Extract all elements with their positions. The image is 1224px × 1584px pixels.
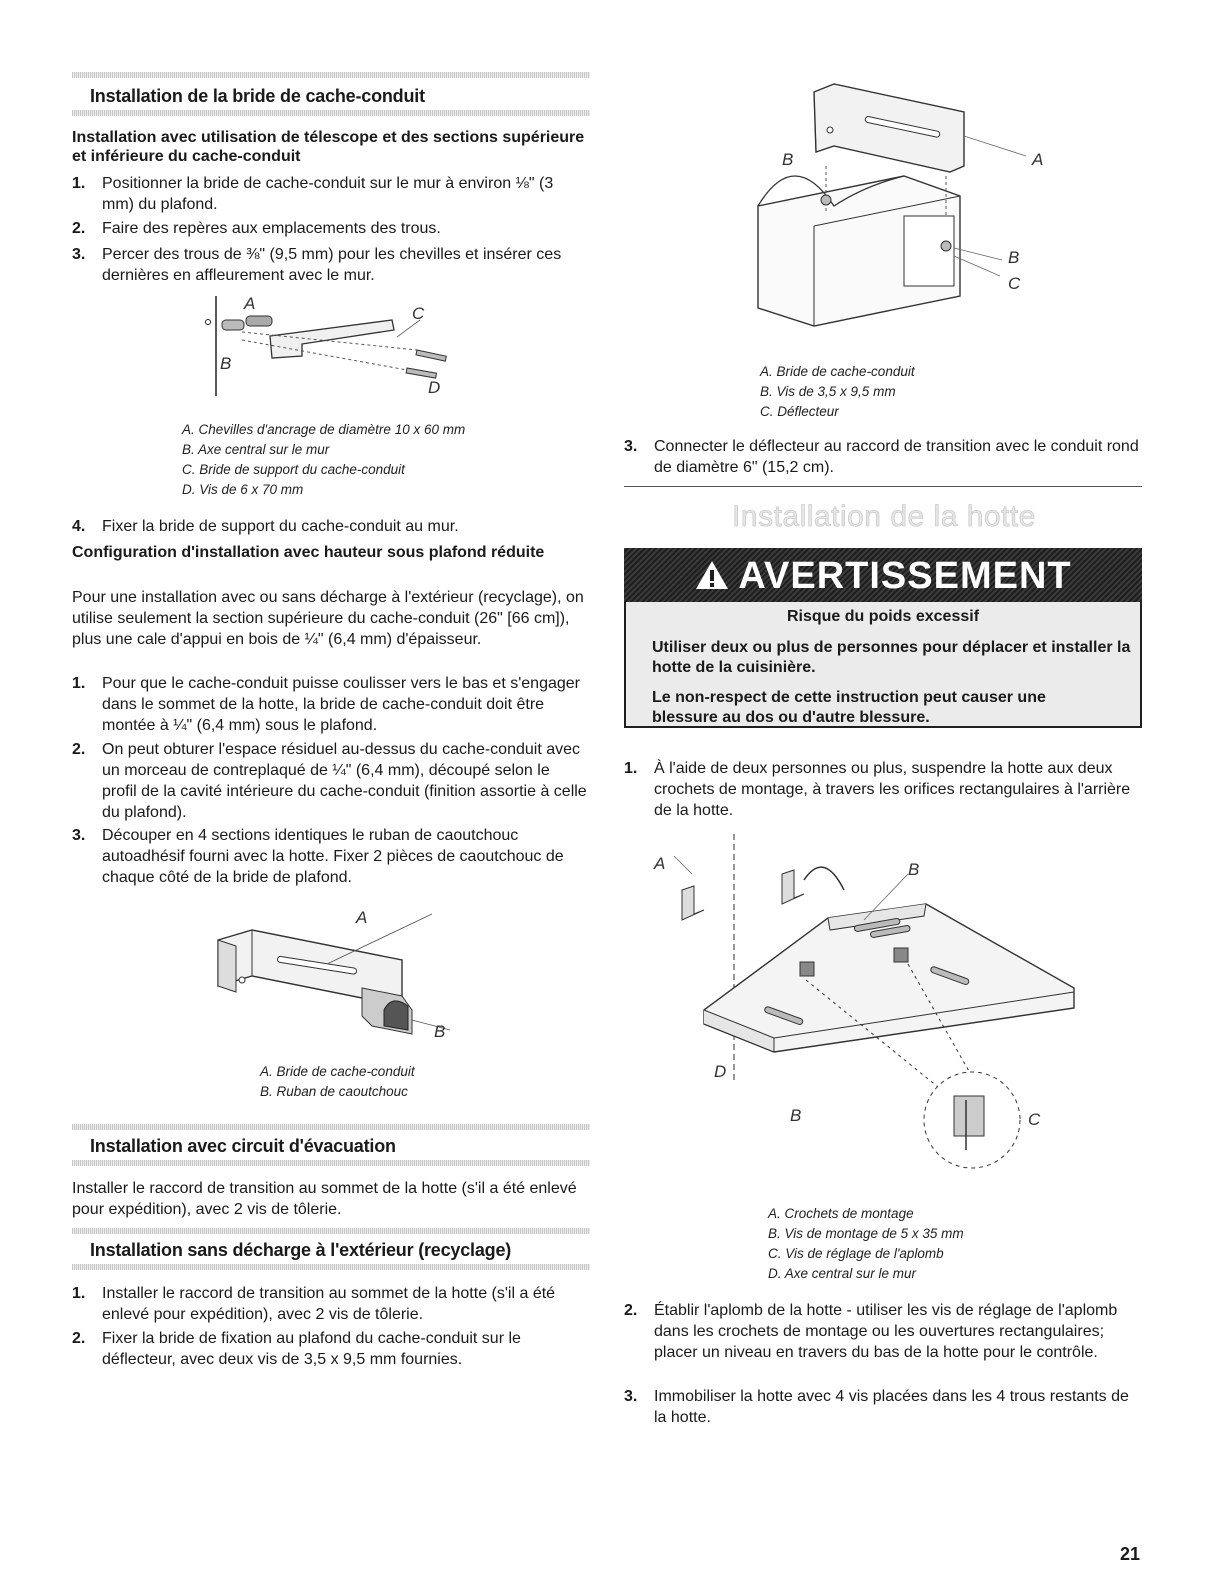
step-hotte-2: 2. Établir l'aplomb de la hotte - utiliser les vis de réglage de l'aplomb dans les crochets de montage ou les ouvertures rectangulaires; placer un niveau en travers du bas de la hotte pour le contrôle.: [624, 1302, 1118, 1361]
warning-header: AVERTISSEMENT: [624, 548, 1142, 602]
fig4-label-d: D: [714, 1062, 727, 1081]
fig1-label-c: C: [412, 304, 425, 323]
section-bar: [72, 1228, 590, 1234]
section-title-recycling: Installation sans décharge à l'extérieur (recyclage): [90, 1240, 512, 1260]
section-title-bride: Installation de la bride de cache-conduit: [90, 86, 425, 106]
step-1: 1. Positionner la bride de cache-conduit sur le mur à environ ⅛" (3 mm) du plafond.: [72, 175, 554, 213]
fig1-label-b: B: [220, 354, 232, 373]
warning-risk: Risque du poids excessif: [786, 608, 980, 625]
fig2-label-b: B: [434, 1022, 446, 1041]
fig4-label-b1: B: [908, 860, 920, 879]
section-bar: [72, 72, 590, 78]
step-reduced-3: 3. Découper en 4 sections identiques le ruban de caoutchouc autoadhésif fourni avec la hotte. Fixer 2 pièces de caoutchouc de chaque côté de la bride de plafond.: [72, 827, 564, 886]
fig3-label-b2: B: [1008, 248, 1020, 267]
step-recycling-1: 1. Installer le raccord de transition au sommet de la hotte (s'il a été enlevé pour expédition), avec 2 vis de tôlerie.: [72, 1285, 556, 1323]
fig3-caption: A. Bride de cache-conduit B. Vis de 3,5 x 9,5 mm C. Déflecteur: [760, 364, 915, 419]
fig4-label-b2: B: [790, 1106, 802, 1125]
step-deflector-3: 3. Connecter le déflecteur au raccord de transition avec le conduit rond de diamètre 6" (15,2 cm).: [624, 438, 1139, 476]
fig3-label-a: A: [1032, 150, 1044, 169]
step-hotte-3: 3. Immobiliser la hotte avec 4 vis placées dans les 4 trous restants de la hotte.: [624, 1388, 1129, 1426]
fig3-label-c: C: [1008, 274, 1021, 293]
fig4-label-a: A: [654, 854, 666, 873]
fig2-label-a: A: [356, 908, 368, 927]
step-recycling-2: 2. Fixer la bride de fixation au plafond du cache-conduit sur le déflecteur, avec deux vis de 3,5 x 9,5 mm fournies.: [72, 1330, 521, 1368]
step-reduced-2: 2. On peut obturer l'espace résiduel au-dessus du cache-conduit avec un morceau de contreplaqué de ¼" (6,4 mm), découpé selon le profil de la cavité intérieure du cache-conduit (finition assortie à celle du plafond).: [72, 741, 587, 821]
step-4: 4. Fixer la bride de support du cache-conduit au mur.: [72, 518, 459, 535]
fig1-label-a: A: [244, 294, 256, 313]
hood-mounting-illustration: [654, 830, 1084, 1190]
section-divider: [624, 486, 1142, 487]
step-2: 2. Faire des repères aux emplacements des trous.: [72, 220, 441, 237]
fig2-caption: A. Bride de cache-conduit B. Ruban de caoutchouc: [260, 1064, 415, 1099]
paragraph-evacuation: Installer le raccord de transition au sommet de la hotte (s'il a été enlevé pour expédition), avec 2 vis de tôlerie.: [72, 1180, 577, 1218]
section-bar: [72, 1160, 590, 1166]
fig1-label-d: D: [428, 378, 441, 397]
paragraph-recycling: Pour une installation avec ou sans décharge à l'extérieur (recyclage), on utilise seulement la section supérieure du cache-conduit (26" [66 cm]), plus une cale d'appui en bois de ¼" (6,4 mm) d'épaisseur.: [72, 589, 584, 648]
fig3-label-b1: B: [782, 150, 794, 169]
warning-triangle-icon: [694, 559, 730, 591]
fig1-caption: A. Chevilles d'ancrage de diamètre 10 x 60 mm B. Axe central sur le mur C. Bride de support du cache-conduit D. Vis de 6 x 70 mm: [182, 422, 466, 497]
warning-line-1: Utiliser deux ou plus de personnes pour déplacer et installer la hotte de la cuisinière.: [652, 639, 1131, 676]
subsection-title-reduced-height: Configuration d'installation avec hauteur sous plafond réduite: [72, 544, 545, 561]
page-number: 21: [1120, 1544, 1141, 1564]
section-bar: [72, 110, 590, 116]
fig4-label-c: C: [1028, 1110, 1041, 1129]
section-title-evacuation: Installation avec circuit d'évacuation: [90, 1136, 396, 1156]
warning-body: [624, 602, 1142, 728]
subsection-title-telescope: Installation avec utilisation de télescope et des sections supérieure et inférieure du cache-conduit: [72, 129, 585, 165]
step-hotte-1: 1. À l'aide de deux personnes ou plus, suspendre la hotte aux deux crochets de montage, à travers les orifices rectangulaires à l'arrière de la hotte.: [624, 760, 1131, 819]
step-3: 3. Percer des trous de ⅜" (9,5 mm) pour les chevilles et insérer ces dernières en affleurement avec le mur.: [72, 246, 562, 284]
section-bar: [72, 1124, 590, 1130]
fig4-caption: A. Crochets de montage B. Vis de montage de 5 x 35 mm C. Vis de réglage de l'aplomb D. Axe central sur le mur: [768, 1206, 964, 1281]
section-bar: [72, 1264, 590, 1270]
warning-line-2: Le non-respect de cette instruction peut causer une blessure au dos ou d'autre blessure.: [652, 689, 1046, 726]
step-reduced-1: 1. Pour que le cache-conduit puisse coulisser vers le bas et s'engager dans le sommet de la hotte, la bride de cache-conduit doit être montée à ¼" (6,4 mm) sous le plafond.: [72, 675, 580, 734]
section-title-hotte: Installation de la hotte: [732, 500, 1036, 533]
duct-bracket-rubber-illustration: [212, 910, 472, 1050]
